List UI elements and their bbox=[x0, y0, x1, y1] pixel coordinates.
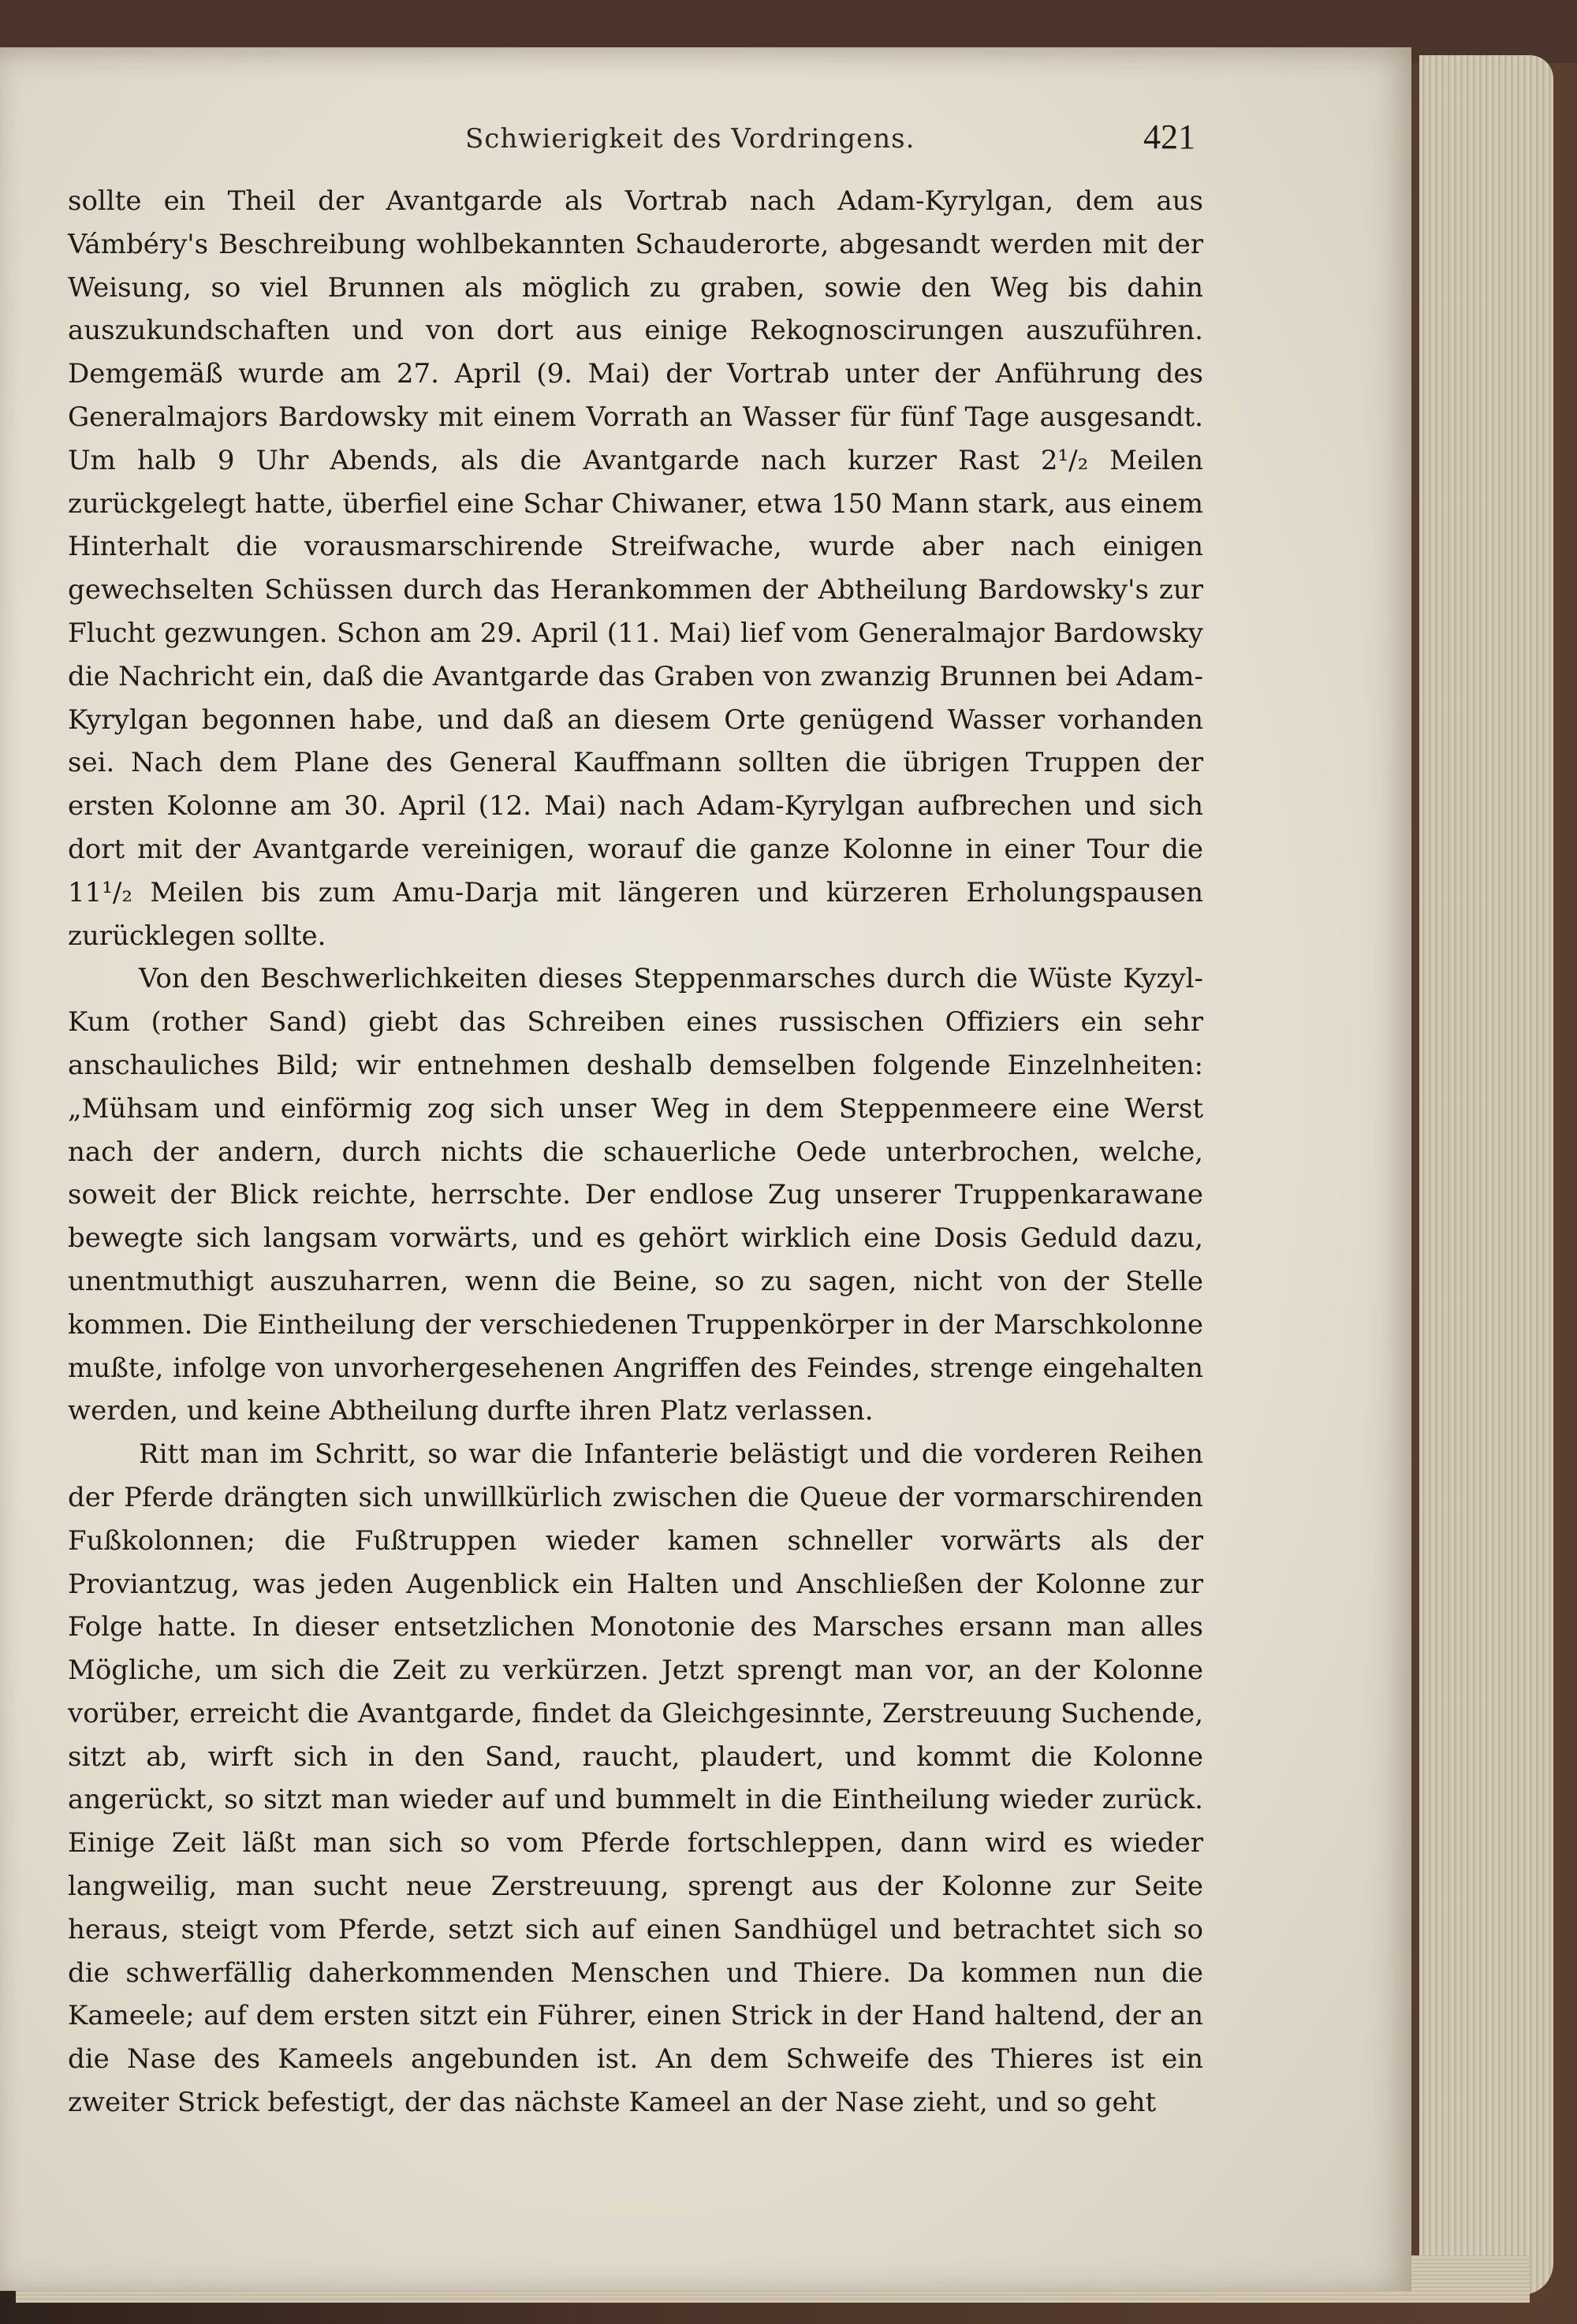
body-text bbox=[68, 180, 1203, 2124]
page-edges bbox=[1419, 55, 1553, 2295]
paragraph: Ritt man im Schritt, so war die Infanterie belästigt und die vorderen Reihen der Pferde drängten sich unwillkürlich zwischen die Queue der vormarschirenden Fußkolonnen; die Fußtruppen wieder kamen schneller vorwärts als der Proviantzug, was jeden Augenblick ein Halten und Anschließen der Kolonne zur Folge hatte. In dieser entsetzlichen Monotonie des Marsches ersann man alles Mögliche, um sich die Zeit zu verkürzen. Jetzt sprengt man vor, an der Kolonne vorüber, erreicht die Avantgarde, findet da Gleichgesinnte, Zerstreuung Suchende, sitzt ab, wirft sich in den Sand, raucht, plaudert, und kommt die Kolonne angerückt, so sitzt man wieder auf und bummelt in die Eintheilung wieder zurück. Einige Zeit läßt man sich so vom Pferde fortschleppen, dann wird es wieder langweilig, man sucht neue Zerstreuung, sprengt aus der Kolonne zur Seite heraus, steigt vom Pferde, setzt sich auf einen Sandhügel und betrachtet sich so die schwerfällig daherkommenden Menschen und Thiere. Da kommen nun die Kameele; auf dem ersten sitzt ein Führer, einen Strick in der Hand haltend, der an die Nase des Kameels angebunden ist. An dem Schweife des Thieres ist ein zweiter Strick befestigt, der das nächste Kameel an der Nase zieht, und so geht bbox=[68, 1438, 1203, 2119]
page-number: 421 bbox=[1143, 118, 1195, 156]
paragraph: sollte ein Theil der Avantgarde als Vortrab nach Adam-Kyrylgan, dem aus Vámbéry's Beschreibung wohlbekannten Schauderorte, abgesandt werden mit der Weisung, so viel Brunnen als möglich zu graben, sowie den Weg bis dahin auszukundschaften und von dort aus einige Rekognoscirungen auszuführen. Demgemäß wurde am 27. April (9. Mai) der Vortrab unter der Anführung des Generalmajors Bardowsky mit einem Vorrath an Wasser für fünf Tage ausgesandt. Um halb 9 Uhr Abends, als die Avantgarde nach kurzer Rast 2¹/₂ Meilen zurückgelegt hatte, überfiel eine Schar Chiwaner, etwa 150 Mann stark, aus einem Hinterhalt die vorausmarschirende Streifwache, wurde aber nach einigen gewechselten Schüssen durch das Herankommen der Abtheilung Bardowsky's zur Flucht gezwungen. Schon am 29. April (11. Mai) lief vom Generalmajor Bardowsky die Nachricht ein, daß die Avantgarde das Graben von zwanzig Brunnen bei Adam-Kyrylgan begonnen habe, und daß an diesem Orte genügend Wasser vorhanden sei. Nach dem Plane des General Kauffmann sollten die übrigen Truppen der ersten Kolonne am 30. April (12. Mai) nach Adam-Kyrylgan aufbrechen und sich dort mit der Avantgarde vereinigen, worauf die ganze Kolonne in einer Tour die 11¹/₂ Meilen bis zum Amu-Darja mit längeren und kürzeren Erholungspausen zurücklegen sollte. bbox=[68, 185, 1203, 952]
page-header bbox=[63, 117, 1199, 172]
paragraph: Von den Beschwerlichkeiten dieses Steppenmarsches durch die Wüste Kyzyl-Kum (rother Sand) giebt das Schreiben eines russischen Offiziers ein sehr anschauliches Bild; wir entnehmen deshalb demselben folgende Einzelnheiten: „Mühsam und einförmig zog sich unser Weg in dem Steppenmeere eine Werst nach der andern, durch nichts die schauerliche Oede unterbrochen, welche, soweit der Blick reichte, herrschte. Der endlose Zug unserer Truppenkarawane bewegte sich langsam vorwärts, und es gehört wirklich eine Dosis Geduld dazu, unentmuthigt auszuharren, wenn die Beine, so zu sagen, nicht von der Stelle kommen. Die Eintheilung der verschiedenen Truppenkörper in der Marschkolonne mußte, infolge von unvorhergesehenen Angriffen des Feindes, strenge eingehalten werden, und keine Abtheilung durfte ihren Platz verlassen. bbox=[68, 963, 1203, 1427]
running-title: Schwierigkeit des Vordringens. bbox=[465, 123, 915, 155]
